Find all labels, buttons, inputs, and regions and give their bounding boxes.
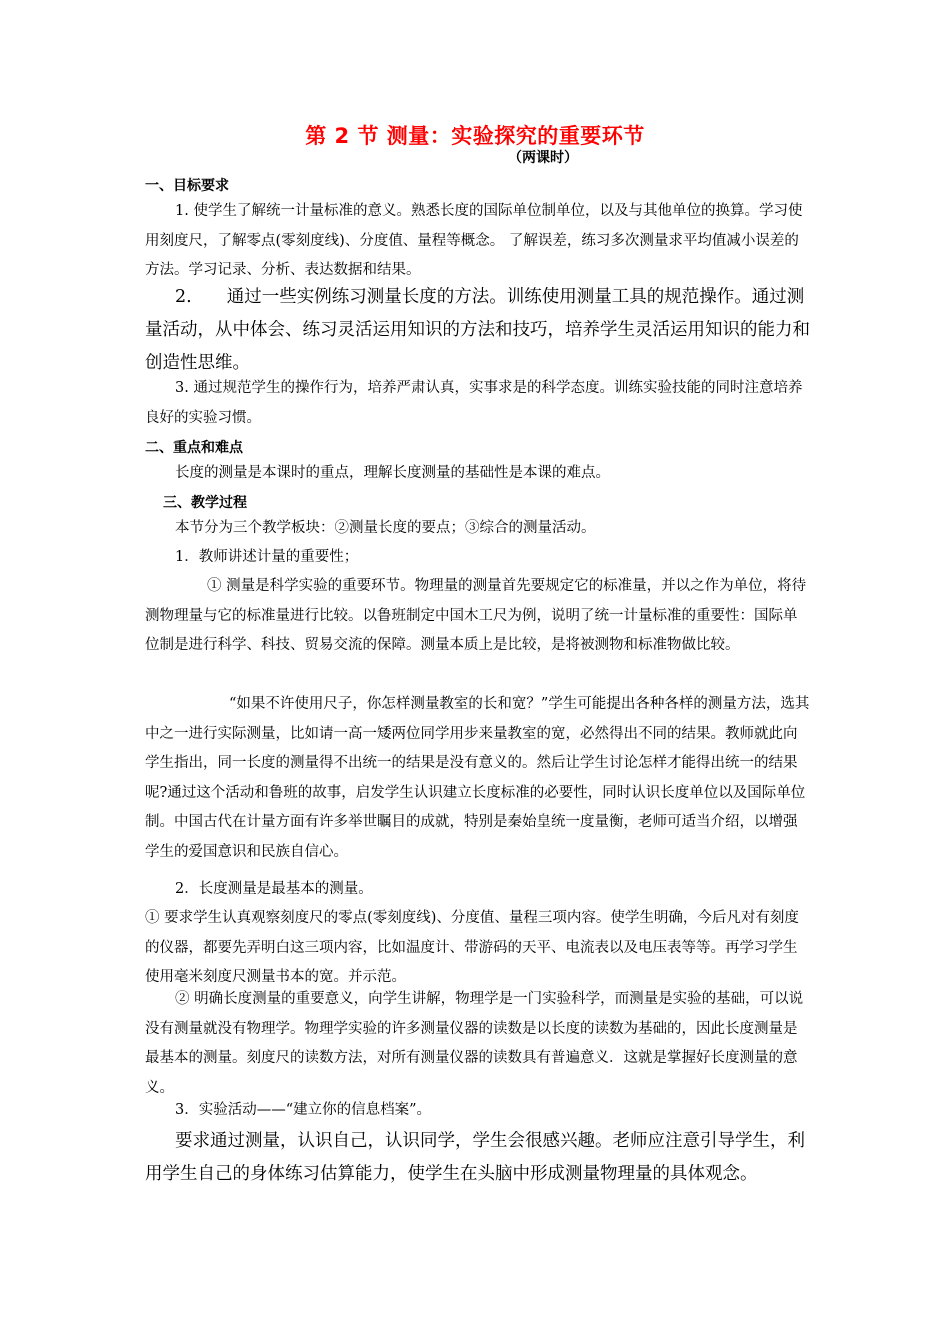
process-item-1-paragraph-1: ① 测量是科学实验的重要环节。物理量的测量首先要规定它的标准量，并以之作为单位，将待测物理量与它的标准量进行比较。以鲁班制定中国木工尺为例，说明了统一计量标准的重要性：国际单位制是进行科学、科技、贸易交流的保障。测量本质上是比较，是将被测物和标准物做比较。 — [145, 578, 807, 653]
goal-paragraph-2: 2. 通过一些实例练习测量长度的方法。训练使用测量工具的规范操作。通过测量活动，从中体会、练习灵活运用知识的方法和技巧，培养学生灵活运用知识的能力和创造性思维。 — [145, 287, 810, 373]
process-item-2-paragraph-2: ② 明确长度测量的重要意义，向学生讲解，物理学是一门实验科学，而测量是实验的基础，可以说没有测量就没有物理学。物理学实验的许多测量仪器的读数是以长度的读数为基础的，因此长度测量是最基本的测量。刻度尺的读数方法，对所有测量仪器的读数具有普遍意义．这就是掌握好长度测量的意义。 — [145, 991, 804, 1096]
goal-paragraph-3: 3. 通过规范学生的操作行为，培养严肃认真，实事求是的科学态度。训练实验技能的同时注意培养良好的实验习惯。 — [145, 380, 803, 426]
process-intro: 本节分为三个教学板块：②测量长度的要点；③综合的测量活动。 — [175, 520, 596, 536]
process-item-3-paragraph: 要求通过测量，认识自己，认识同学，学生会很感兴趣。老师应注意引导学生，利用学生自己的身体练习估算能力，使学生在头脑中形成测量物理量的具体观念。 — [145, 1131, 805, 1184]
process-item-2: 2．长度测量是最基本的测量。 — [175, 881, 373, 897]
process-item-1-paragraph-2: “如果不许使用尺子，你怎样测量教室的长和宽？”学生可能提出各种各样的测量方法，选其中之一进行实际测量，比如请一高一矮两位同学用步来量教室的宽，必然得出不同的结果。教师就此向学生指出，同一长度的测量得不出统一的结果是没有意义的。然后让学生讨论怎样才能得出统一的结果呢?通过这个活动和鲁班的故事，启发学生认识建立长度标准的必要性，同时认识长度单位以及国际单位制。中国古代在计量方面有许多举世瞩目的成就，特别是秦始皇统一度量衡，老师可适当介绍，以增强学生的爱国意识和民族自信心。 — [145, 696, 810, 860]
document-subtitle: （两课时） — [508, 150, 578, 166]
section-heading-process: 三、教学过程 — [163, 495, 247, 511]
process-item-2-paragraph-1: ① 要求学生认真观察刻度尺的零点(零刻度线)、分度值、量程三项内容。使学生明确，今后凡对有刻度的仪器，都要先弄明白这三项内容，比如温度计、带游码的天平、电流表以及电压表等等。再学习学生使用毫米刻度尺测量书本的宽。并示范。 — [145, 910, 799, 985]
goal-paragraph-1: 1. 使学生了解统一计量标准的意义。熟悉长度的国际单位制单位，以及与其他单位的换算。学习使用刻度尺，了解零点(零刻度线)、分度值、量程等概念。 了解误差，练习多次测量求平均值减小误差的方法。学习记录、分析、表达数据和结果。 — [145, 203, 803, 278]
document-title: 第 2 节 测量：实验探究的重要环节 — [305, 124, 645, 148]
key-points-paragraph: 长度的测量是本课时的重点，理解长度测量的基础性是本课的难点。 — [175, 465, 610, 481]
process-item-1: 1．教师讲述计量的重要性； — [175, 549, 359, 565]
process-item-3: 3．实验活动——“建立你的信息档案”。 — [175, 1102, 432, 1118]
section-heading-key-points: 二、重点和难点 — [145, 440, 243, 456]
section-heading-goals: 一、目标要求 — [145, 178, 229, 194]
